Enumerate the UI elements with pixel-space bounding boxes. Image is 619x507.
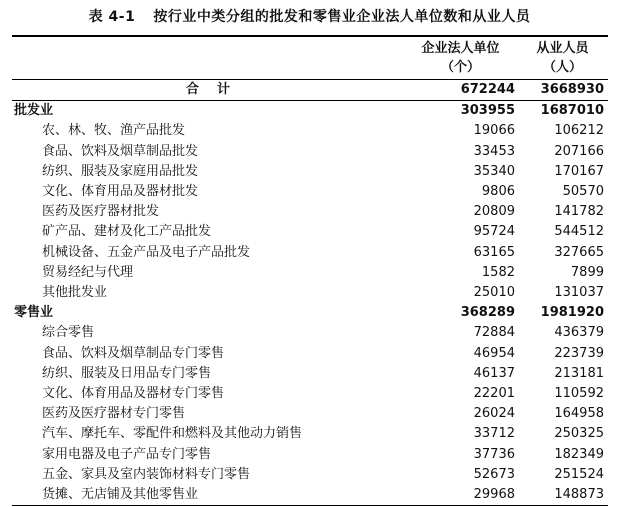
row-name: 文化、体育用品及器材专门零售: [42, 386, 225, 402]
row-employees: 106212: [554, 123, 604, 139]
row-employees: 213181: [554, 365, 604, 381]
row-employees: 436379: [554, 325, 604, 341]
row-name: 矿产品、建材及化工产品批发: [42, 224, 212, 240]
row-units: 52673: [473, 466, 515, 482]
row-name: 货摊、无店铺及其他零售业: [12, 485, 404, 506]
data-table: [12, 35, 608, 506]
row-units: 9806: [481, 184, 515, 200]
row-name: 纺织、服装及家庭用品批发: [42, 163, 199, 179]
row-employees: 110592: [554, 386, 604, 402]
table-row: [12, 202, 608, 222]
row-employees: 223739: [554, 345, 604, 361]
category-row: [12, 101, 608, 122]
table-row: [12, 243, 608, 263]
table-row: [12, 263, 608, 283]
header-blank-2: [12, 58, 404, 80]
row-employees: 207166: [554, 143, 604, 159]
category-employees: 1981920: [540, 305, 604, 321]
row-units: 22201: [473, 386, 515, 402]
table-row: [12, 323, 608, 343]
row-employees: 131037: [554, 285, 604, 301]
table-row: [12, 384, 608, 404]
category-units: 303955: [460, 103, 515, 119]
category-units: 368289: [460, 305, 515, 321]
row-units: 37736: [473, 446, 515, 462]
row-units: 29968: [404, 485, 517, 506]
table-title: [0, 6, 619, 26]
row-name: 农、林、牧、渔产品批发: [42, 123, 186, 139]
row-employees: 170167: [554, 163, 604, 179]
total-label: 合 计: [12, 80, 404, 101]
row-employees: 182349: [554, 446, 604, 462]
table-row: [12, 121, 608, 141]
row-employees: 250325: [554, 426, 604, 442]
row-employees: 148873: [517, 485, 608, 506]
row-name: 家用电器及电子产品专门零售: [42, 446, 212, 462]
row-units: 33453: [473, 143, 515, 159]
table-row: [12, 424, 608, 444]
row-name: 纺织、服装及日用品专门零售: [42, 365, 212, 381]
row-units: 33712: [473, 426, 515, 442]
row-units: 1582: [481, 264, 515, 280]
row-units: 35340: [473, 163, 515, 179]
total-employees: 3668930: [517, 80, 608, 101]
row-name: 机械设备、五金产品及电子产品批发: [42, 244, 251, 260]
row-name: 文化、体育用品及器材批发: [42, 184, 199, 200]
total-row: [12, 80, 608, 101]
row-name: 五金、家具及室内装饰材料专门零售: [42, 466, 251, 482]
row-units: 19066: [473, 123, 515, 139]
table-row: [12, 404, 608, 424]
row-employees: 50570: [562, 184, 604, 200]
table-row: [12, 485, 608, 506]
row-name: 汽车、摩托车、零配件和燃料及其他动力销售: [42, 426, 303, 442]
table-row: [12, 364, 608, 384]
row-units: 63165: [473, 244, 515, 260]
row-units: 72884: [473, 325, 515, 341]
row-name: 食品、饮料及烟草制品专门零售: [42, 345, 225, 361]
header-units: 企业法人单位: [404, 36, 517, 58]
row-employees: 544512: [554, 224, 604, 240]
table-row: [12, 445, 608, 465]
category-employees: 1687010: [540, 103, 604, 119]
table-row: [12, 283, 608, 303]
table-row: [12, 222, 608, 242]
row-employees: 251524: [554, 466, 604, 482]
total-units: 672244: [404, 80, 517, 101]
header-employees: 从业人员: [517, 36, 608, 58]
row-employees: 7899: [570, 264, 604, 280]
row-units: 25010: [473, 285, 515, 301]
category-name: 零售业: [14, 305, 54, 321]
table-row: [12, 182, 608, 202]
row-employees: 141782: [554, 204, 604, 220]
row-name: 综合零售: [42, 325, 95, 341]
row-units: 20809: [473, 204, 515, 220]
header-employees-unit: （人）: [517, 58, 608, 80]
category-name: 批发业: [14, 103, 54, 119]
row-employees: 327665: [554, 244, 604, 260]
header-blank: [12, 36, 404, 58]
table-title-text: 按行业中类分组的批发和零售业企业法人单位数和从业人员: [153, 9, 531, 25]
row-units: 95724: [473, 224, 515, 240]
table-row: [12, 465, 608, 485]
row-name: 医药及医疗器材专门零售: [42, 406, 186, 422]
row-name: 贸易经纪与代理: [42, 264, 134, 280]
row-units: 46137: [473, 365, 515, 381]
table-row: [12, 142, 608, 162]
table-number: 表 4-1: [88, 9, 136, 25]
row-units: 46954: [473, 345, 515, 361]
row-name: 其他批发业: [42, 285, 108, 301]
category-row: [12, 303, 608, 323]
row-units: 26024: [473, 406, 515, 422]
row-name: 医药及医疗器材批发: [42, 204, 160, 220]
table-row: [12, 344, 608, 364]
row-name: 食品、饮料及烟草制品批发: [42, 143, 199, 159]
row-employees: 164958: [554, 406, 604, 422]
header-units-unit: （个）: [404, 58, 517, 80]
table-row: [12, 162, 608, 182]
